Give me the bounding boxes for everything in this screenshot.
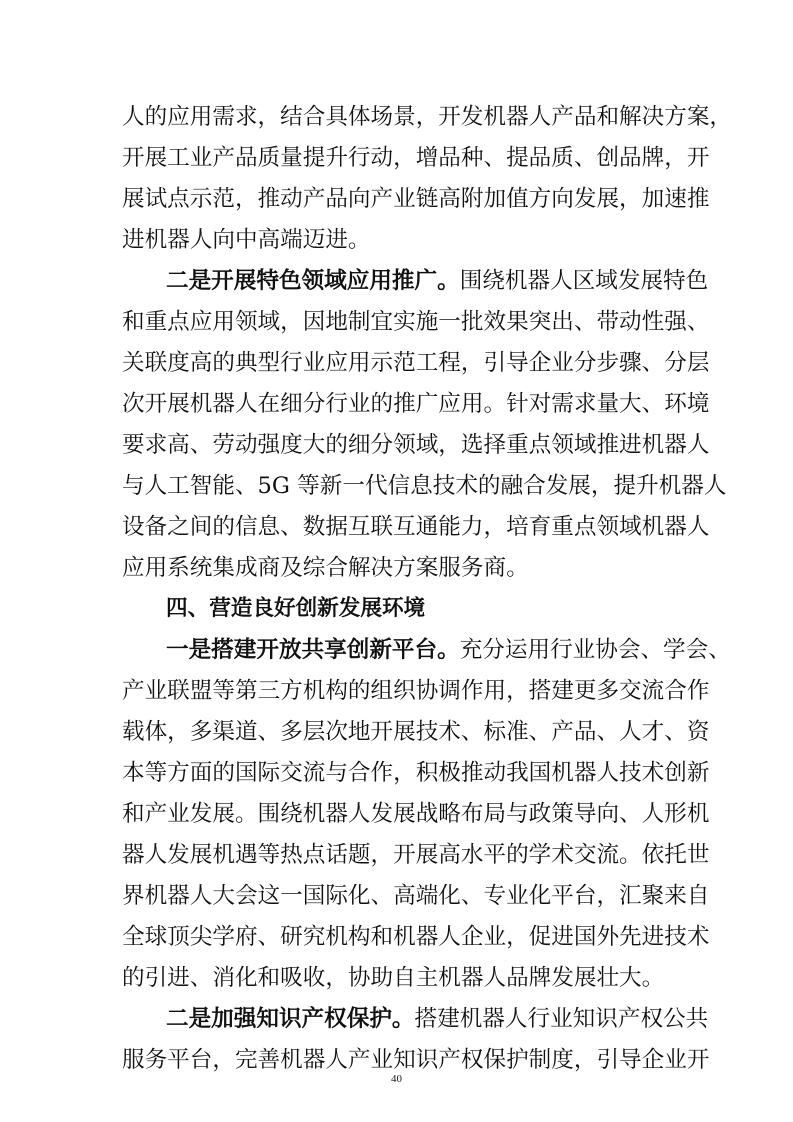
text-line: 开展工业产品质量提升行动，增品种、提品质、创品牌，开: [122, 145, 710, 171]
text-line: 和产业发展。围绕机器人发展战略布局与政策导向、人形机: [122, 801, 710, 827]
text-line: 关联度高的典型行业应用示范工程，引导企业分步骤、分层: [122, 350, 710, 376]
text-line: 人的应用需求，结合具体场景，开发机器人产品和解决方案，: [122, 104, 733, 130]
paragraph-text: 充分运用行业协会、学会、: [459, 637, 731, 663]
text-line: 界机器人大会这一国际化、高端化、专业化平台，汇聚来自: [122, 883, 710, 909]
paragraph-lead: 二是加强知识产权保护。: [166, 1006, 415, 1032]
text-line: 要求高、劳动强度大的细分领域，选择重点领域推进机器人: [122, 432, 710, 458]
paragraph-start: [122, 999, 709, 1039]
page-number: 40: [391, 1073, 402, 1085]
text-line: 次开展机器人在细分行业的推广应用。针对需求量大、环境: [122, 391, 710, 417]
text-line: 的引进、消化和吸收，协助自主机器人品牌发展壮大。: [122, 965, 665, 991]
text-line: 本等方面的国际交流与合作，积极推动我国机器人技术创新: [122, 760, 710, 786]
text-line: 和重点应用领域，因地制宜实施一批效果突出、带动性强、: [122, 309, 710, 335]
text-line: 设备之间的信息、数据互联互通能力，培育重点领域机器人: [122, 514, 710, 540]
paragraph-start: [122, 261, 709, 301]
section-heading: 四、营造良好创新发展环境: [166, 596, 426, 621]
text-line: 服务平台，完善机器人产业知识产权保护制度，引导企业开: [122, 1047, 710, 1073]
paragraph-lead: 二是开展特色领域应用推广。: [166, 268, 460, 294]
text-line: 全球顶尖学府、研究机构和机器人企业，促进国外先进技术: [122, 924, 710, 950]
text-line: 进机器人向中高端迈进。: [122, 227, 371, 253]
text-line: 展试点示范，推动产品向产业链高附加值方向发展，加速推: [122, 186, 710, 212]
text-line: 产业联盟等第三方机构的组织协调作用，搭建更多交流合作: [122, 678, 710, 704]
paragraph-lead: 一是搭建开放共享创新平台。: [166, 637, 460, 663]
paragraph-text: 搭建机器人行业知识产权公共: [414, 1006, 709, 1032]
text-line: 载体，多渠道、多层次地开展技术、标准、产品、人才、资: [122, 719, 710, 745]
text-line: 器人发展机遇等热点话题，开展高水平的学术交流。依托世: [122, 842, 710, 868]
text-line: 与人工智能、5G 等新一代信息技术的融合发展，提升机器人: [122, 473, 727, 499]
paragraph-text: 围绕机器人区域发展特色: [459, 268, 709, 294]
paragraph-start: [122, 630, 731, 670]
text-line: 应用系统集成商及综合解决方案服务商。: [122, 555, 529, 581]
